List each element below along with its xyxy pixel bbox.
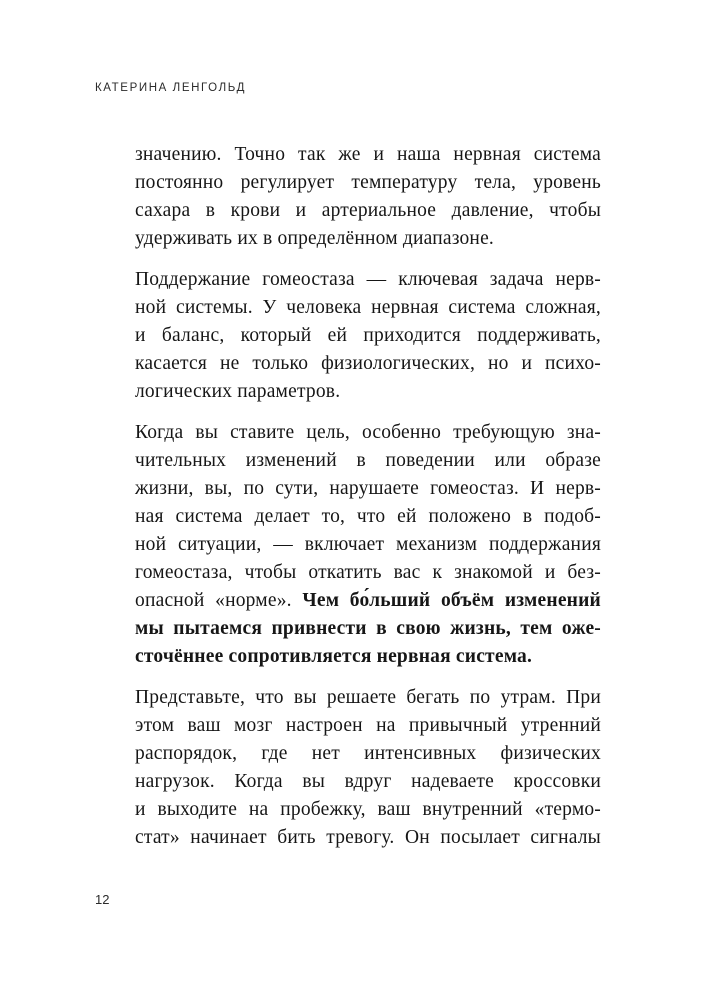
text-line: ная система делает то, что ей положено в подоб- — [135, 506, 601, 527]
text-line: касается не только физиологических, но и психо- — [135, 353, 601, 374]
text-line: распорядок, где нет интенсивных физических — [135, 743, 601, 764]
text-line: гомеостаза, чтобы откатить вас к знакомой и без- — [135, 562, 601, 583]
text-block — [135, 141, 601, 852]
text-line: сточённее сопротивляется нервная система. — [135, 646, 533, 667]
text-line: логических параметров. — [135, 381, 341, 402]
text-line — [135, 587, 601, 615]
text-line: Поддержание гомеостаза — ключевая задача нерв- — [135, 269, 601, 290]
text-line: удерживать их в определённом диапазоне. — [135, 228, 494, 249]
running-header-author: КАТЕРИНА ЛЕНГОЛЬД — [95, 82, 247, 94]
text-line: Когда вы ставите цель, особенно требующую зна- — [135, 422, 601, 443]
text-line: ной ситуации, — включает механизм поддержания — [135, 534, 601, 555]
text-line: значению. Точно так же и наша нервная система — [135, 144, 601, 165]
text-line: этом ваш мозг настроен на привычный утренний — [135, 715, 601, 736]
text-line: нагрузок. Когда вы вдруг надеваете кроссовки — [135, 771, 601, 792]
paragraph — [135, 266, 601, 406]
text-line: постоянно регулирует температуру тела, уровень — [135, 172, 601, 193]
text-line: ной системы. У человека нервная система сложная, — [135, 297, 601, 318]
paragraph — [135, 141, 601, 253]
page-number: 12 — [95, 892, 110, 907]
text-line: сахара в крови и артериальное давление, чтобы — [135, 200, 601, 221]
text-line: мы пытаемся привнести в свою жизнь, тем оже- — [135, 618, 601, 639]
text-line: Представьте, что вы решаете бегать по утрам. При — [135, 687, 601, 708]
text-line: и выходите на пробежку, ваш внутренний «термо- — [135, 799, 601, 820]
paragraph — [135, 419, 601, 671]
text-line: и баланс, который ей приходится поддерживать, — [135, 325, 601, 346]
text-line: жизни, вы, по сути, нарушаете гомеостаз. И нерв- — [135, 478, 601, 499]
paragraph — [135, 684, 601, 852]
text-line: стат» начинает бить тревогу. Он посылает сигналы — [135, 827, 601, 848]
text-run-bold: Чем бо́льший объём изменений — [302, 590, 601, 611]
text-line: чительных изменений в поведении или образе — [135, 450, 601, 471]
text-run: опасной «норме». — [135, 590, 303, 611]
